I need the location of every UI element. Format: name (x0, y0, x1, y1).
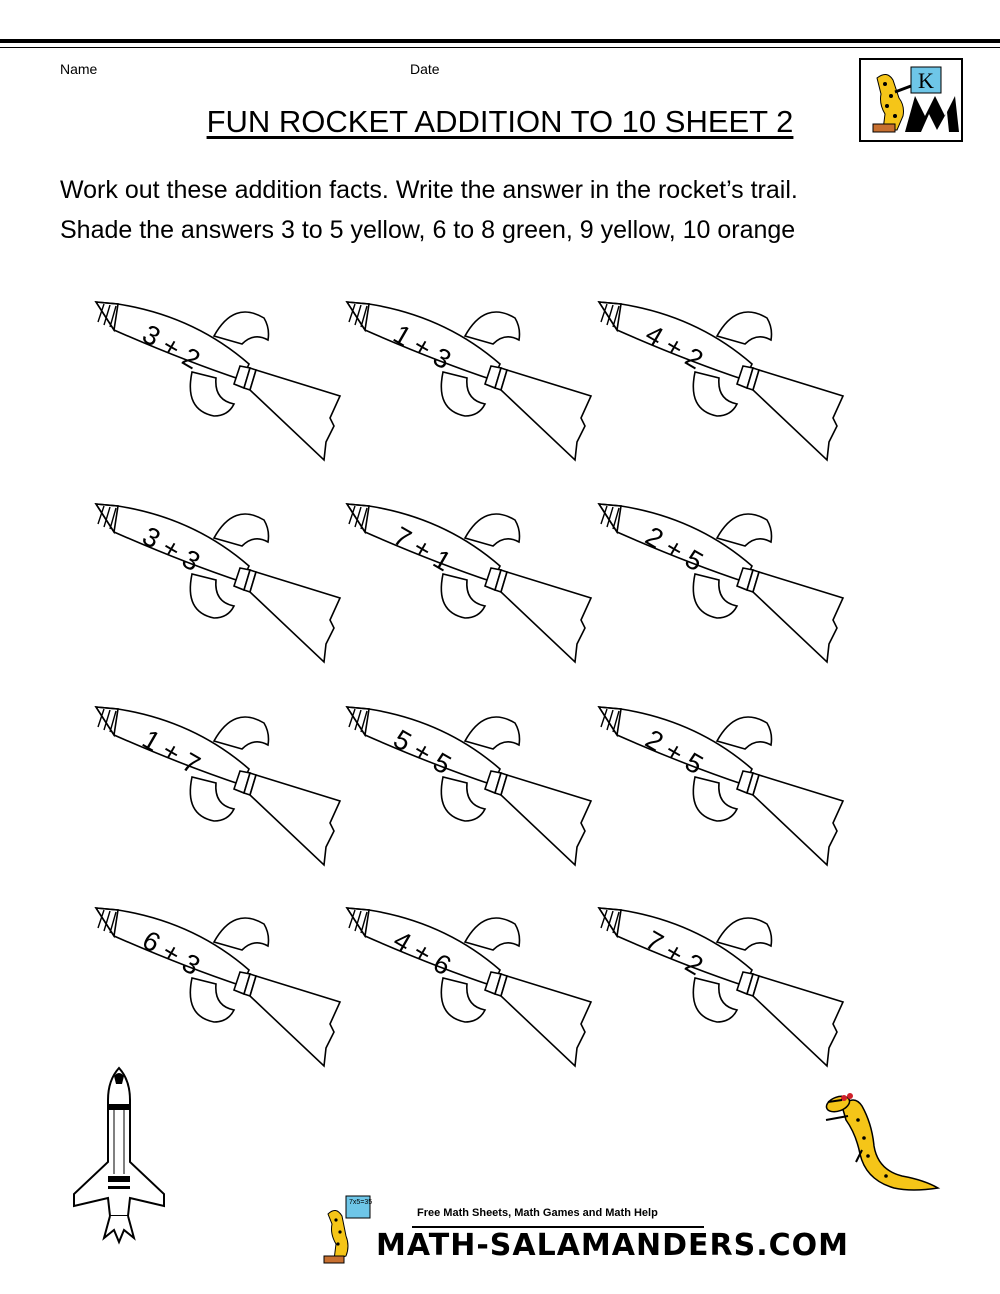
rocket-icon (577, 292, 847, 472)
rocket-problem (577, 292, 847, 472)
rocket-problem (577, 697, 847, 877)
rocket-problem (577, 898, 847, 1078)
addition-problem: 7 + 2 (640, 924, 709, 982)
rocket-problem (74, 697, 344, 877)
addition-problem: 2 + 5 (640, 723, 709, 781)
rocket-problem (74, 898, 344, 1078)
rocket-icon (325, 494, 595, 674)
rocket-icon (325, 898, 595, 1078)
space-shuttle-icon (64, 1066, 174, 1246)
footer-brand-link[interactable]: MATH-SALAMANDERS.COM (376, 1228, 849, 1263)
name-label: Name (60, 61, 98, 77)
rocket-icon (74, 898, 344, 1078)
rocket-problem (325, 494, 595, 674)
rocket-icon (325, 292, 595, 472)
page-title: FUN ROCKET ADDITION TO 10 SHEET 2 (206, 104, 794, 139)
footer-tagline: Free Math Sheets, Math Games and Math Help (417, 1207, 658, 1219)
addition-problem: 7 + 1 (388, 520, 457, 578)
addition-problem: 1 + 7 (137, 723, 206, 781)
rocket-problem (325, 292, 595, 472)
top-rule (0, 39, 1000, 43)
footer-badge: 7x5=35 (349, 1199, 373, 1206)
addition-problem: 4 + 6 (388, 924, 457, 982)
rocket-icon (74, 697, 344, 877)
rocket-problem (74, 494, 344, 674)
addition-problem: 2 + 5 (640, 520, 709, 578)
addition-problem: 5 + 5 (388, 723, 457, 781)
rocket-icon (325, 697, 595, 877)
addition-problem: 3 + 3 (137, 520, 206, 578)
rocket-problem (325, 898, 595, 1078)
instruction-line-1: Work out these addition facts. Write the answer in the rocket’s trail. (60, 176, 798, 204)
addition-problem: 4 + 2 (640, 318, 709, 376)
salamander-icon (812, 1080, 942, 1200)
rocket-icon (74, 292, 344, 472)
rocket-problem (577, 494, 847, 674)
rocket-icon (577, 898, 847, 1078)
rocket-problem (325, 697, 595, 877)
rocket-problem (74, 292, 344, 472)
rocket-icon (577, 494, 847, 674)
rocket-icon (577, 697, 847, 877)
rocket-icon (74, 494, 344, 674)
logo-letter: K (918, 68, 934, 93)
instruction-line-2: Shade the answers 3 to 5 yellow, 6 to 8 green, 9 yellow, 10 orange (60, 216, 796, 244)
addition-problem: 1 + 3 (388, 318, 457, 376)
instructions (60, 170, 798, 250)
addition-problem: 6 + 3 (137, 924, 206, 982)
addition-problem: 3 + 2 (137, 318, 206, 376)
date-label: Date (410, 61, 440, 77)
footer-brand-banner (320, 1190, 849, 1270)
top-rule-thin (0, 47, 1000, 48)
